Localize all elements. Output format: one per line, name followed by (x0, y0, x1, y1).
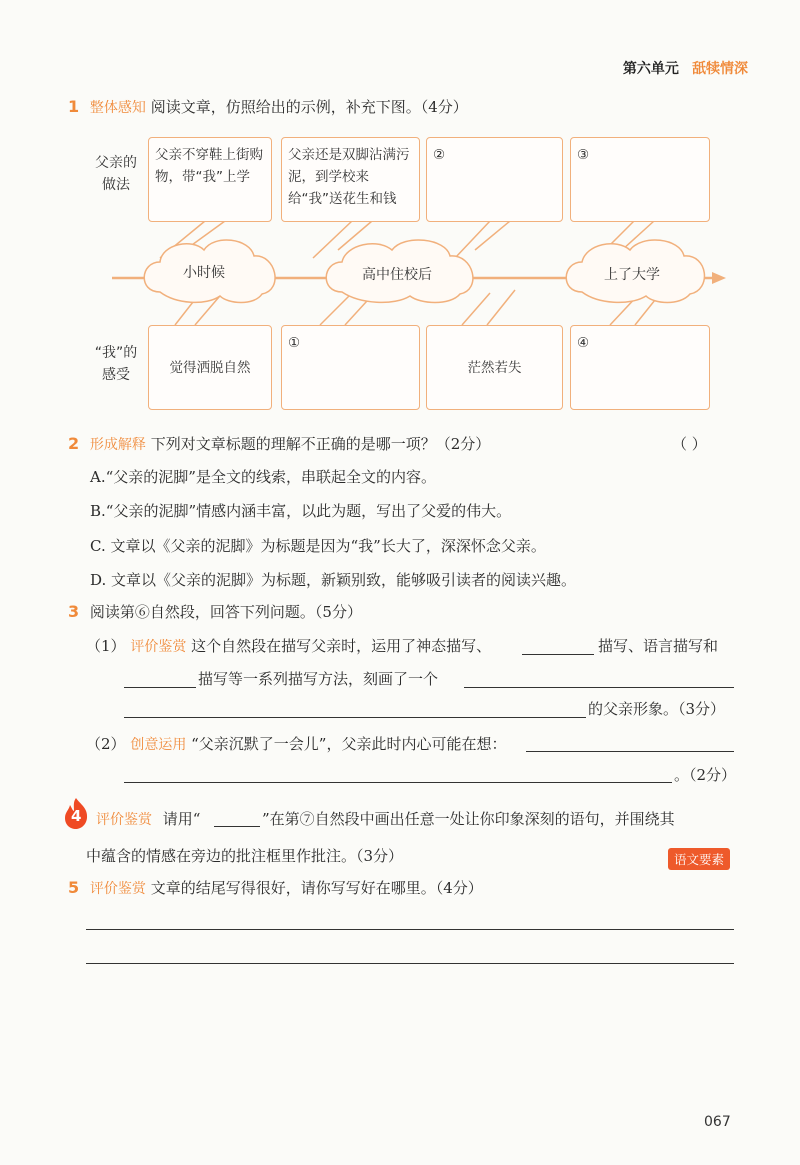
blank-father-thoughts-1[interactable] (526, 751, 734, 752)
blank-father-image-1[interactable] (464, 687, 734, 688)
blank-description-type-2[interactable] (124, 687, 196, 688)
q3-sub2-line1: （2） 创意运用 “父亲沉默了一会儿”，父亲此时内心可能在想： (86, 735, 507, 753)
father-action-box-3[interactable]: ② (426, 137, 563, 222)
question-number: 3 (68, 602, 80, 621)
page-number: 067 (704, 1114, 731, 1130)
row-label-me: “我”的 感受 (94, 345, 138, 383)
question-3 (68, 601, 362, 622)
question-prompt: 阅读第⑥自然段，回答下列问题。（5分） (89, 603, 362, 621)
question-prompt: 下列对文章标题的理解不正确的是哪一项？（2分） (150, 435, 491, 453)
father-action-box-1: 父亲不穿鞋上街购物，带“我”上学 (148, 137, 272, 222)
question-4-text-b: ”在第⑦自然段中画出任意一处让你印象深刻的语句，并围绕其 (262, 810, 675, 828)
sub-number: （1） (86, 637, 126, 655)
skill-tag: 评价鉴赏 (96, 812, 152, 828)
skill-tag: 形成解释 (89, 437, 146, 453)
answer-line-2[interactable] (86, 963, 734, 964)
feeling-box-2[interactable]: ① (281, 325, 420, 410)
feeling-box-4[interactable]: ④ (570, 325, 710, 410)
feeling-box-3: 茫然若失 (426, 325, 563, 410)
unit-title: 舐犊情深 (692, 61, 748, 77)
q3-sub1-line1: （1） 评价鉴赏 这个自然段在描写父亲时，运用了神态描写、 (86, 637, 492, 655)
sub-number: （2） (86, 735, 126, 753)
option-b[interactable]: B.“父亲的泥脚”情感内涵丰富，以此为题，写出了父爱的伟大。 (90, 502, 512, 520)
unit-label: 第六单元 (622, 61, 679, 77)
skill-tag: 评价鉴赏 (130, 639, 187, 655)
cloud-childhood: 小时候 (183, 265, 225, 281)
q3-sub1-text-b: 描写、语言描写和 (598, 637, 719, 655)
cloud-high-school: 高中住校后 (362, 267, 432, 283)
blank-description-type-1[interactable] (522, 654, 594, 655)
father-action-box-4[interactable]: ③ (570, 137, 710, 222)
father-action-box-2: 父亲还是双脚沾满污泥，到学校来给“我”送花生和钱 (281, 137, 420, 222)
question-number: 4 (71, 807, 82, 825)
question-4-line1: 评价鉴赏 请用“ (96, 810, 201, 828)
question-number: 2 (68, 434, 80, 453)
question-prompt: 文章的结尾写得很好，请你写写好在哪里。（4分） (150, 879, 483, 897)
question-number: 1 (68, 97, 80, 116)
blank-father-image-2[interactable] (124, 717, 586, 718)
answer-line-1[interactable] (86, 929, 734, 930)
option-d[interactable]: D. 文章以《父亲的泥脚》为标题，新颖别致，能够吸引读者的阅读兴趣。 (90, 571, 577, 589)
feeling-box-1: 觉得洒脱自然 (148, 325, 272, 410)
q3-sub2-text-b: 。（2分） (674, 766, 737, 784)
blank-father-thoughts-2[interactable] (124, 782, 672, 783)
question-number: 5 (68, 878, 80, 897)
question-5 (68, 877, 483, 898)
skill-tag: 评价鉴赏 (89, 881, 146, 897)
flame-number-badge (62, 796, 90, 830)
option-c[interactable]: C. 文章以《父亲的泥脚》为标题是因为“我”长大了，深深怀念父亲。 (90, 537, 546, 555)
skill-tag: 整体感知 (89, 100, 146, 116)
cloud-university: 上了大学 (604, 267, 660, 283)
blank-underline-sample (214, 826, 260, 827)
answer-parentheses[interactable]: （ ） (672, 435, 707, 453)
row-label-father: 父亲的 做法 (95, 155, 137, 193)
question-2 (68, 433, 490, 454)
skill-tag: 创意运用 (130, 737, 187, 753)
q3-sub1-text-c: 描写等一系列描写方法，刻画了一个 (198, 670, 439, 688)
language-element-badge: 语文要素 (668, 848, 730, 870)
question-prompt: 阅读文章，仿照给出的示例，补充下图。（4分） (150, 98, 468, 116)
question-4-line2: 中蕴含的情感在旁边的批注框里作批注。（3分） (86, 847, 404, 865)
q3-sub1-text-d: 的父亲形象。（3分） (588, 700, 726, 718)
option-a[interactable]: A.“父亲的泥脚”是全文的线索，串联起全文的内容。 (90, 468, 436, 486)
